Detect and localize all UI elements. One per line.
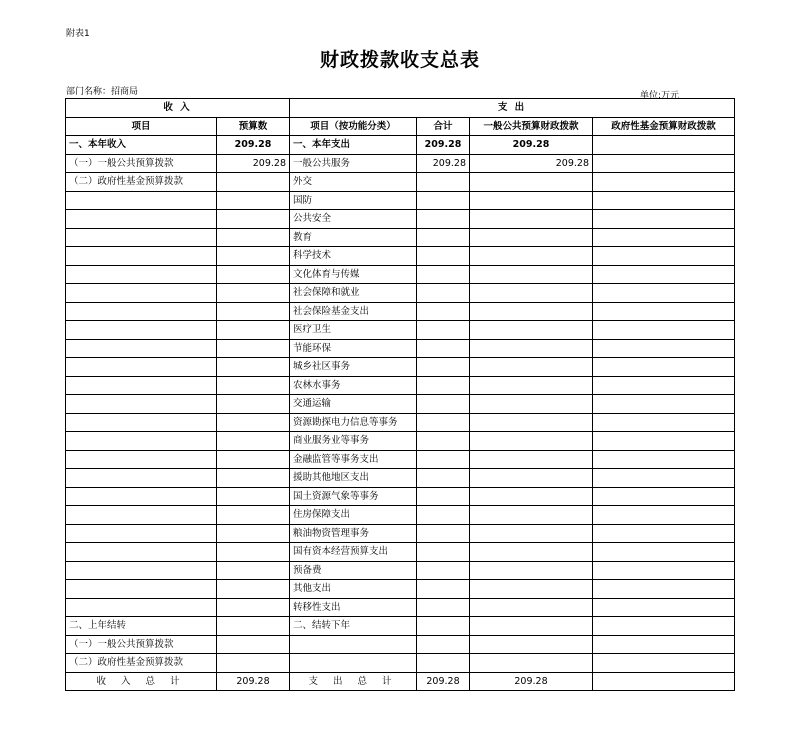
table-row (66, 580, 735, 599)
table-row (66, 247, 735, 266)
col-header-budget-amount: 预算数 (217, 117, 290, 136)
fund-budget-cell (593, 247, 735, 266)
income-amount-cell (217, 173, 290, 192)
expense-total-cell (417, 450, 470, 469)
income-item-cell (66, 469, 217, 488)
fund-budget-cell (593, 617, 735, 636)
income-amount-cell (217, 191, 290, 210)
expense-item-cell: 公共安全 (290, 210, 417, 229)
expense-item-cell: 一般公共服务 (290, 154, 417, 173)
expense-total-cell (417, 413, 470, 432)
expense-total-cell (417, 321, 470, 340)
general-budget-cell (470, 228, 593, 247)
fund-budget-cell (593, 413, 735, 432)
income-amount-cell (217, 376, 290, 395)
expense-total-cell (417, 191, 470, 210)
table-row (66, 487, 735, 506)
income-item-cell (66, 561, 217, 580)
income-amount-cell (217, 395, 290, 414)
fund-budget-total (593, 672, 735, 691)
income-item-cell (66, 395, 217, 414)
income-amount-cell (217, 635, 290, 654)
expense-total-cell (417, 210, 470, 229)
section-header-row (66, 99, 735, 118)
table-row (66, 154, 735, 173)
expense-total-cell (417, 247, 470, 266)
table-row (66, 302, 735, 321)
general-budget-total: 209.28 (470, 672, 593, 691)
expense-total-cell (417, 506, 470, 525)
expense-section-header: 支 出 (290, 99, 735, 118)
income-amount-cell (217, 321, 290, 340)
income-item-cell: 二、上年结转 (66, 617, 217, 636)
column-header-row (66, 117, 735, 136)
income-item-cell (66, 284, 217, 303)
general-budget-cell (470, 617, 593, 636)
table-row (66, 376, 735, 395)
table-row (66, 561, 735, 580)
income-amount-cell (217, 580, 290, 599)
income-amount-cell (217, 654, 290, 673)
expense-total-cell: 209.28 (417, 136, 470, 155)
expense-total-cell (417, 543, 470, 562)
table-row (66, 413, 735, 432)
income-total-label: 收 入 总 计 (66, 672, 217, 691)
fund-budget-cell (593, 376, 735, 395)
fund-budget-cell (593, 450, 735, 469)
general-budget-cell (470, 210, 593, 229)
general-budget-cell: 209.28 (470, 136, 593, 155)
general-budget-cell (470, 302, 593, 321)
income-amount-cell: 209.28 (217, 154, 290, 173)
income-amount-cell (217, 339, 290, 358)
income-amount-cell (217, 487, 290, 506)
income-amount-cell (217, 358, 290, 377)
income-item-cell (66, 543, 217, 562)
income-amount-cell (217, 210, 290, 229)
general-budget-cell (470, 191, 593, 210)
expense-item-cell: 一、本年支出 (290, 136, 417, 155)
expense-item-cell (290, 635, 417, 654)
expense-item-cell: 国防 (290, 191, 417, 210)
table-row (66, 210, 735, 229)
expense-item-cell: 住房保障支出 (290, 506, 417, 525)
general-budget-cell (470, 598, 593, 617)
table-row (66, 321, 735, 340)
table-row (66, 543, 735, 562)
expense-item-cell: 交通运输 (290, 395, 417, 414)
expense-item-cell: 国土资源气象等事务 (290, 487, 417, 506)
table-row (66, 339, 735, 358)
income-item-cell (66, 413, 217, 432)
fund-budget-cell (593, 598, 735, 617)
income-amount-cell (217, 265, 290, 284)
expense-total-cell (417, 376, 470, 395)
general-budget-cell (470, 450, 593, 469)
expense-item-cell: 金融监管等事务支出 (290, 450, 417, 469)
income-amount-cell (217, 247, 290, 266)
general-budget-cell (470, 413, 593, 432)
general-budget-cell (470, 469, 593, 488)
col-header-expense-item: 项目（按功能分类） (290, 117, 417, 136)
col-header-general-budget: 一般公共预算财政拨款 (470, 117, 593, 136)
income-item-cell: （一）一般公共预算拨款 (66, 635, 217, 654)
income-item-cell (66, 358, 217, 377)
table-row (66, 432, 735, 451)
col-header-total: 合计 (417, 117, 470, 136)
fund-budget-cell (593, 321, 735, 340)
income-item-cell: （二）政府性基金预算拨款 (66, 654, 217, 673)
expense-total-cell (417, 395, 470, 414)
fund-budget-cell (593, 210, 735, 229)
general-budget-cell (470, 284, 593, 303)
income-item-cell (66, 506, 217, 525)
income-item-cell (66, 302, 217, 321)
income-item-cell (66, 339, 217, 358)
expense-total-cell (417, 339, 470, 358)
income-item-cell (66, 265, 217, 284)
fund-budget-cell (593, 358, 735, 377)
fund-budget-cell (593, 284, 735, 303)
income-amount-cell (217, 506, 290, 525)
expense-total-cell (417, 561, 470, 580)
general-budget-cell (470, 654, 593, 673)
general-budget-cell (470, 487, 593, 506)
income-item-cell (66, 450, 217, 469)
col-header-fund-budget: 政府性基金预算财政拨款 (593, 117, 735, 136)
income-item-cell (66, 598, 217, 617)
fund-budget-cell (593, 191, 735, 210)
expense-total-cell (417, 265, 470, 284)
general-budget-cell (470, 247, 593, 266)
expense-grand-total: 209.28 (417, 672, 470, 691)
income-amount-cell: 209.28 (217, 136, 290, 155)
table-row (66, 524, 735, 543)
fund-budget-cell (593, 543, 735, 562)
income-amount-cell (217, 524, 290, 543)
expense-total-cell (417, 487, 470, 506)
income-amount-cell (217, 432, 290, 451)
income-item-cell (66, 432, 217, 451)
fund-budget-cell (593, 173, 735, 192)
expense-total-cell (417, 524, 470, 543)
expense-item-cell: 社会保险基金支出 (290, 302, 417, 321)
general-budget-cell (470, 561, 593, 580)
general-budget-cell (470, 173, 593, 192)
table-row (66, 173, 735, 192)
fund-budget-cell (593, 524, 735, 543)
fund-budget-cell (593, 635, 735, 654)
income-amount-cell (217, 228, 290, 247)
table-row (66, 136, 735, 155)
expense-total-cell (417, 302, 470, 321)
general-budget-cell (470, 358, 593, 377)
unit-label: 单位:万元 (640, 91, 680, 101)
expense-item-cell: 援助其他地区支出 (290, 469, 417, 488)
budget-table (65, 98, 735, 691)
expense-item-cell: 外交 (290, 173, 417, 192)
fund-budget-cell (593, 339, 735, 358)
fund-budget-cell (593, 432, 735, 451)
expense-item-cell: 医疗卫生 (290, 321, 417, 340)
table-row (66, 395, 735, 414)
fund-budget-cell (593, 302, 735, 321)
general-budget-cell (470, 265, 593, 284)
fund-budget-cell (593, 487, 735, 506)
expense-total-cell (417, 635, 470, 654)
income-item-cell (66, 321, 217, 340)
expense-total-cell (417, 432, 470, 451)
income-item-cell: （一）一般公共预算拨款 (66, 154, 217, 173)
fund-budget-cell (593, 561, 735, 580)
fund-budget-cell (593, 580, 735, 599)
income-item-cell (66, 210, 217, 229)
income-amount-cell (217, 617, 290, 636)
income-amount-cell (217, 598, 290, 617)
table-row (66, 191, 735, 210)
income-amount-cell (217, 543, 290, 562)
fund-budget-cell (593, 395, 735, 414)
expense-item-cell: 节能环保 (290, 339, 417, 358)
expense-item-cell: 社会保障和就业 (290, 284, 417, 303)
annex-label: 附表1 (66, 29, 90, 39)
expense-item-cell: 预备费 (290, 561, 417, 580)
table-row (66, 635, 735, 654)
income-section-header: 收 入 (66, 99, 290, 118)
income-item-cell (66, 228, 217, 247)
expense-item-cell: 国有资本经营预算支出 (290, 543, 417, 562)
fund-budget-cell (593, 654, 735, 673)
general-budget-cell (470, 321, 593, 340)
expense-item-cell: 粮油物资管理事务 (290, 524, 417, 543)
fund-budget-cell (593, 228, 735, 247)
expense-total-cell (417, 598, 470, 617)
income-amount-cell (217, 450, 290, 469)
expense-total-cell (417, 617, 470, 636)
general-budget-cell (470, 543, 593, 562)
income-item-cell: （二）政府性基金预算拨款 (66, 173, 217, 192)
expense-item-cell: 资源勘探电力信息等事务 (290, 413, 417, 432)
expense-item-cell (290, 654, 417, 673)
expense-item-cell: 教育 (290, 228, 417, 247)
general-budget-cell (470, 506, 593, 525)
table-row (66, 284, 735, 303)
table-row (66, 469, 735, 488)
table-row (66, 228, 735, 247)
expense-total-cell (417, 580, 470, 599)
income-amount-cell (217, 561, 290, 580)
expense-item-cell: 科学技术 (290, 247, 417, 266)
expense-total-cell (417, 228, 470, 247)
fund-budget-cell (593, 154, 735, 173)
table-row (66, 506, 735, 525)
expense-total-cell: 209.28 (417, 154, 470, 173)
page-title: 财政拨款收支总表 (319, 49, 480, 71)
general-budget-cell (470, 580, 593, 599)
expense-item-cell: 农林水事务 (290, 376, 417, 395)
table-row (66, 654, 735, 673)
general-budget-cell (470, 339, 593, 358)
income-amount-cell (217, 284, 290, 303)
table-row (66, 265, 735, 284)
expense-total-label: 支 出 总 计 (290, 672, 417, 691)
general-budget-cell: 209.28 (470, 154, 593, 173)
income-item-cell (66, 247, 217, 266)
expense-total-cell (417, 654, 470, 673)
income-item-cell (66, 191, 217, 210)
general-budget-cell (470, 395, 593, 414)
department-label: 部门名称：招商局 (66, 87, 139, 97)
general-budget-cell (470, 432, 593, 451)
income-item-cell: 一、本年收入 (66, 136, 217, 155)
totals-row (66, 672, 735, 691)
fund-budget-cell (593, 469, 735, 488)
general-budget-cell (470, 376, 593, 395)
income-item-cell (66, 524, 217, 543)
expense-item-cell: 其他支出 (290, 580, 417, 599)
income-item-cell (66, 376, 217, 395)
general-budget-cell (470, 524, 593, 543)
income-amount-cell (217, 469, 290, 488)
table-row (66, 358, 735, 377)
expense-item-cell: 转移性支出 (290, 598, 417, 617)
income-item-cell (66, 487, 217, 506)
fund-budget-cell (593, 265, 735, 284)
table-row (66, 598, 735, 617)
expense-item-cell: 二、结转下年 (290, 617, 417, 636)
fund-budget-cell (593, 136, 735, 155)
col-header-income-item: 项目 (66, 117, 217, 136)
table-row (66, 450, 735, 469)
expense-total-cell (417, 358, 470, 377)
fund-budget-cell (593, 506, 735, 525)
income-total-amount: 209.28 (217, 672, 290, 691)
expense-total-cell (417, 284, 470, 303)
table-row (66, 617, 735, 636)
general-budget-cell (470, 635, 593, 654)
income-amount-cell (217, 413, 290, 432)
income-item-cell (66, 580, 217, 599)
expense-item-cell: 商业服务业等事务 (290, 432, 417, 451)
income-amount-cell (217, 302, 290, 321)
expense-total-cell (417, 469, 470, 488)
expense-item-cell: 文化体育与传媒 (290, 265, 417, 284)
expense-total-cell (417, 173, 470, 192)
expense-item-cell: 城乡社区事务 (290, 358, 417, 377)
